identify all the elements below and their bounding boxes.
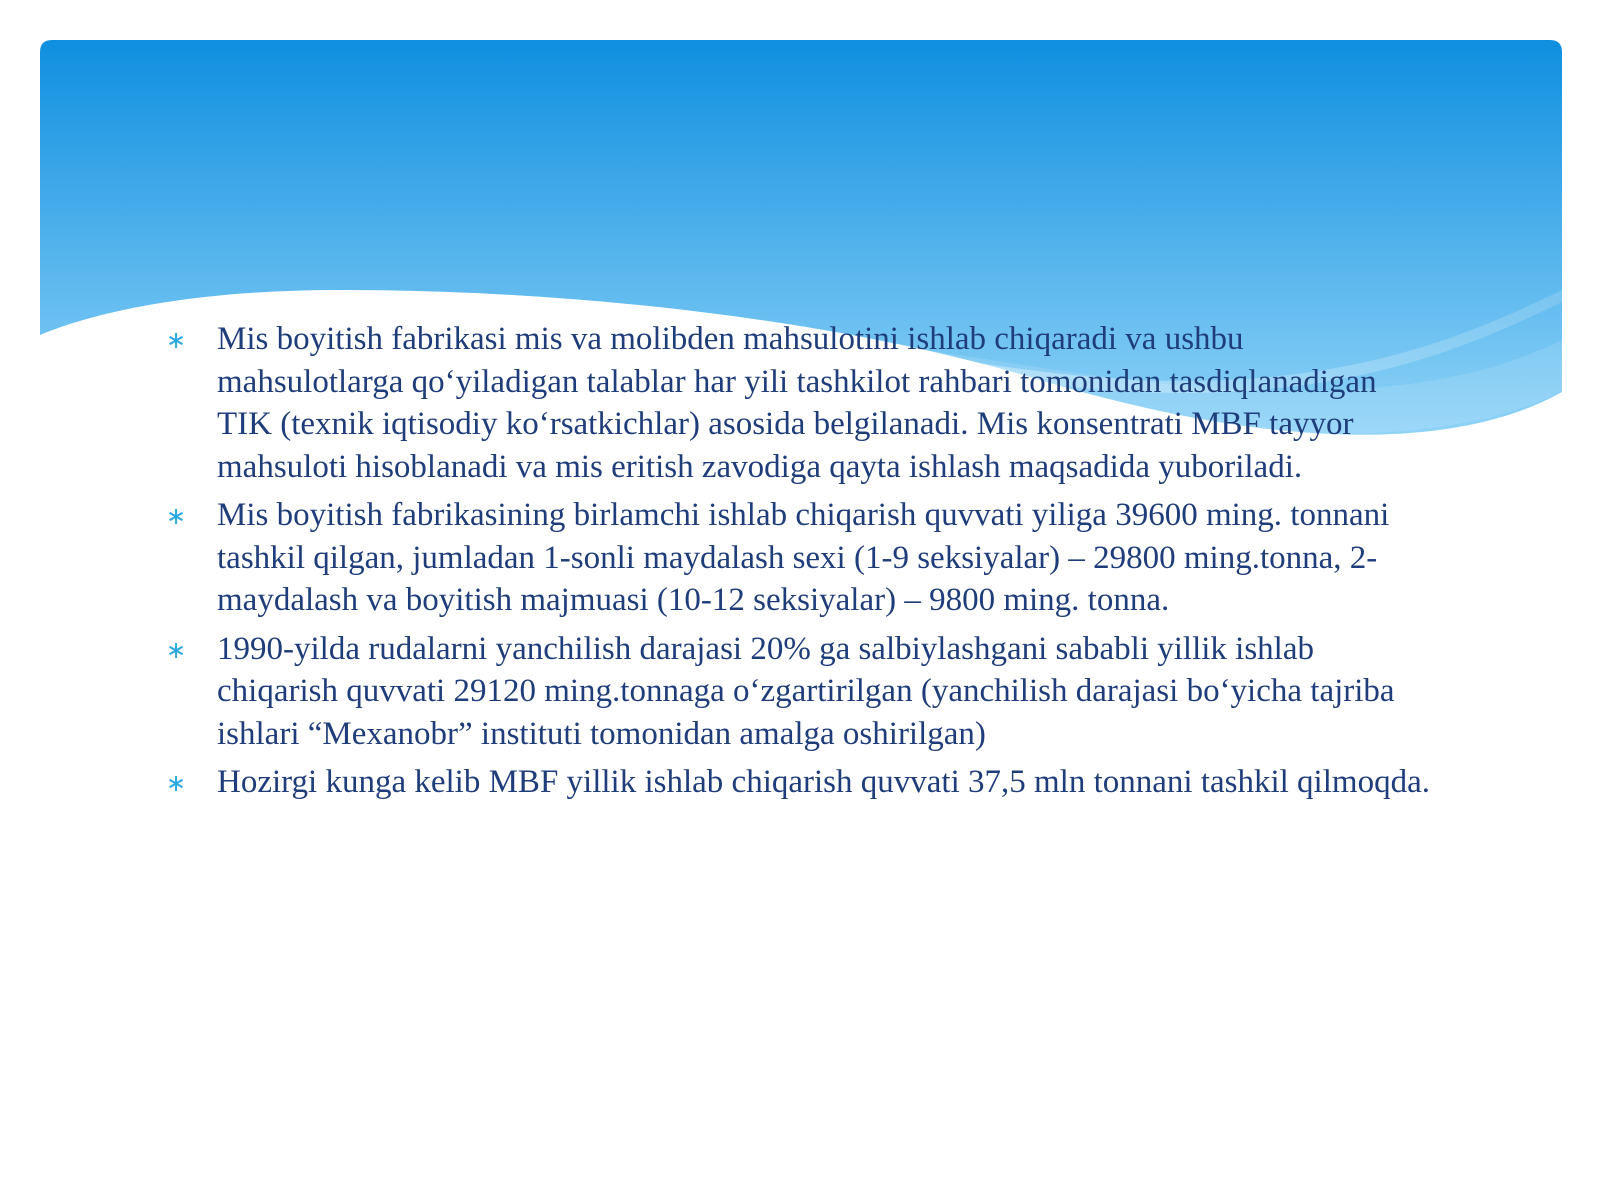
list-item	[166, 318, 1436, 488]
bullet-text: 1990-yilda rudalarni yanchilish darajasi 20% ga salbiylashgani sababli yillik ishlab chiqarish quvvati 29120 ming.tonnaga o‘zgartirilgan (yanchilish darajasi bo‘yicha tajriba ishlari “Mexanobr” instituti tomonidan amalga oshirilgan)	[217, 630, 1395, 752]
bullet-text: Mis boyitish fabrikasining birlamchi ishlab chiqarish quvvati yiliga 39600 ming. tonnani tashkil qilgan, jumladan 1-sonli maydalash sexi (1-9 seksiyalar) – 29800 ming.tonna, 2-maydalash va boyitish majmuasi (10-12 seksiyalar) – 9800 ming. tonna.	[217, 497, 1390, 618]
asterisk-icon: ∗	[166, 769, 187, 797]
bullet-text: Hozirgi kunga kelib MBF yillik ishlab chiqarish quvvati 37,5 mln tonnani tashkil qilmoqda.	[217, 764, 1430, 800]
asterisk-icon: ∗	[166, 326, 187, 354]
list-item	[166, 494, 1436, 622]
bullet-text: Mis boyitish fabrikasi mis va molibden mahsulotini ishlab chiqaradi va ushbu mahsulotlarga qo‘yiladigan talablar har yili tashkilot rahbari tomonidan tasdiqlanadigan TIK (texnik iqtisodiy ko‘rsatkichlar) asosida belgilanadi. Mis konsentrati MBF tayyor mahsuloti hisoblanadi va mis eritish zavodiga qayta ishlash maqsadida yuboriladi.	[217, 321, 1377, 485]
content-area	[166, 318, 1436, 810]
list-item	[166, 628, 1436, 756]
list-item	[166, 761, 1436, 804]
asterisk-icon: ∗	[166, 635, 187, 664]
bullet-list	[166, 318, 1436, 804]
asterisk-icon: ∗	[166, 502, 187, 530]
